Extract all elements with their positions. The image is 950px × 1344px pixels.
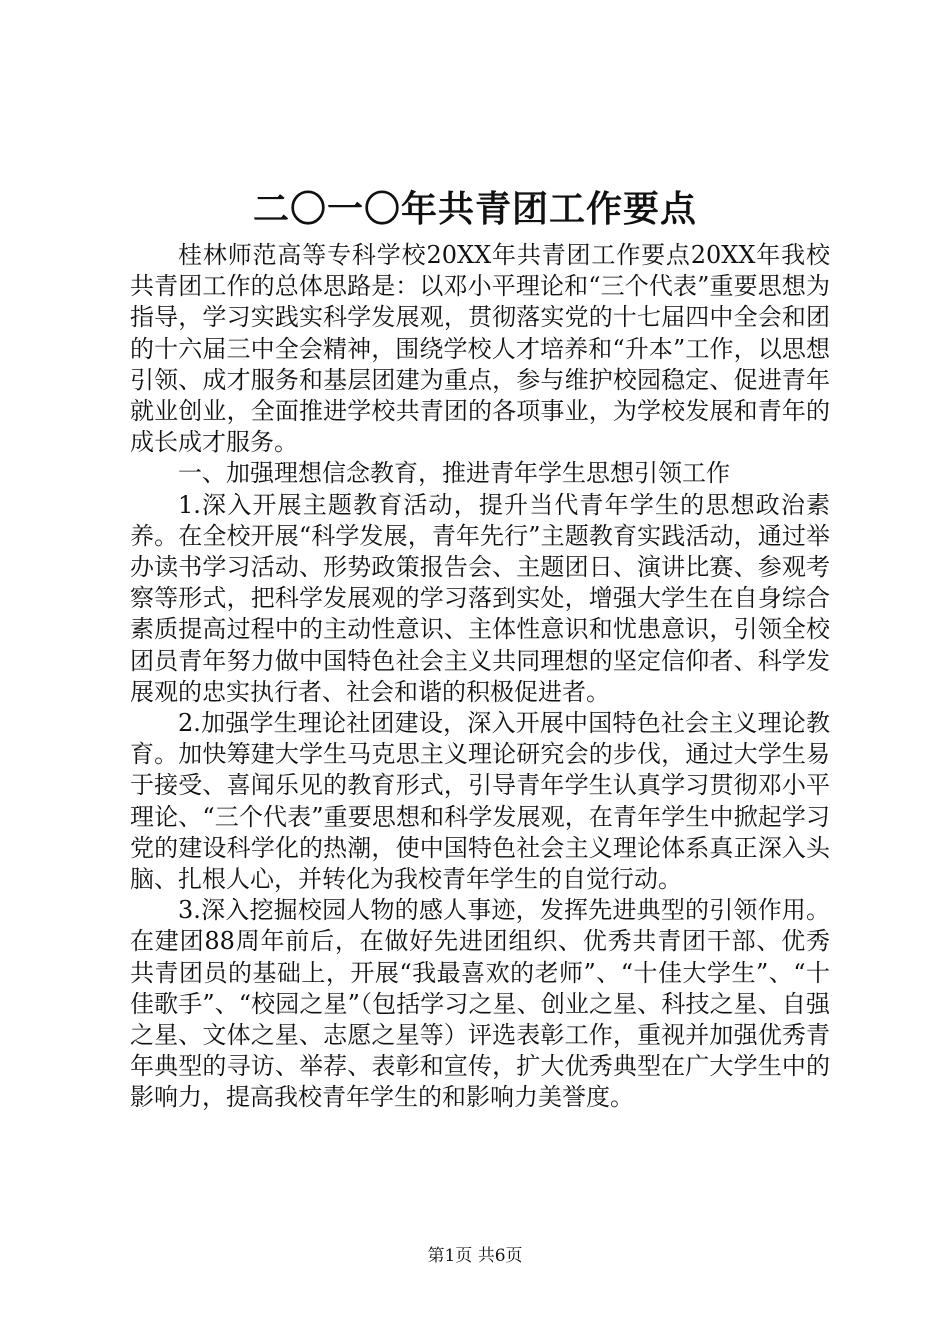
intro-paragraph: 桂林师范高等专科学校20XX年共青团工作要点20XX年我校共青团工作的总体思路是：以邓小平理论和“三个代表”重要思想为指导，学习实践实科学发展观，贯彻落实党的十七届四中全会和团的十六届三中全会精神，围绕学校人才培养和“升本”工作，以思想引领、成才服务和基层团建为重点，参与维护校园稳定、促进青年就业创业，全面推进学校共青团的各项事业，为学校发展和青年的成长成才服务。 <box>130 241 830 457</box>
section-heading: 一、加强理想信念教育，推进青年学生思想引领工作 <box>178 459 730 488</box>
item-paragraph-3: 3.深入挖掘校园人物的感人事迹，发挥先进典型的引领作用。在建团88周年前后，在做好先进团组织、优秀共青团干部、优秀共青团员的基础上，开展“我最喜欢的老师”、“十佳大学生”、“十佳歌手”、“校园之星”（包括学习之星、创业之星、科技之星、自强之星、文体之星、志愿之星等）评选表彰工作，重视并加强优秀青年典型的寻访、举荐、表彰和宣传，扩大优秀典型在广大学生中的影响力，提高我校青年学生的和影响力美誉度。 <box>130 896 830 1112</box>
document-title: 二〇一〇年共青团工作要点 <box>252 188 697 230</box>
item-paragraph-1: 1.深入开展主题教育活动，提升当代青年学生的思想政治素养。在全校开展“科学发展，青年先行”主题教育实践活动，通过举办读书学习活动、形势政策报告会、主题团日、演讲比赛、参观考察等形式，把科学发展观的学习落到实处，增强大学生在自身综合素质提高过程中的主动性意识、主体性意识和忧患意识，引领全校团员青年努力做中国特色社会主义共同理想的坚定信仰者、科学发展观的忠实执行者、社会和谐的积极促进者。 <box>130 490 830 706</box>
item-paragraph-2: 2.加强学生理论社团建设，深入开展中国特色社会主义理论教育。加快筹建大学生马克思主义理论研究会的步伐，通过大学生易于接受、喜闻乐见的教育形式，引导青年学生认真学习贯彻邓小平理论、“三个代表”重要思想和科学发展观，在青年学生中掀起学习党的建设科学化的热潮，使中国特色社会主义理论体系真正深入头脑、扎根人心，并转化为我校青年学生的自觉行动。 <box>130 709 830 894</box>
document-body <box>130 240 830 1114</box>
page-footer: 第1页 共6页 <box>427 1246 523 1266</box>
